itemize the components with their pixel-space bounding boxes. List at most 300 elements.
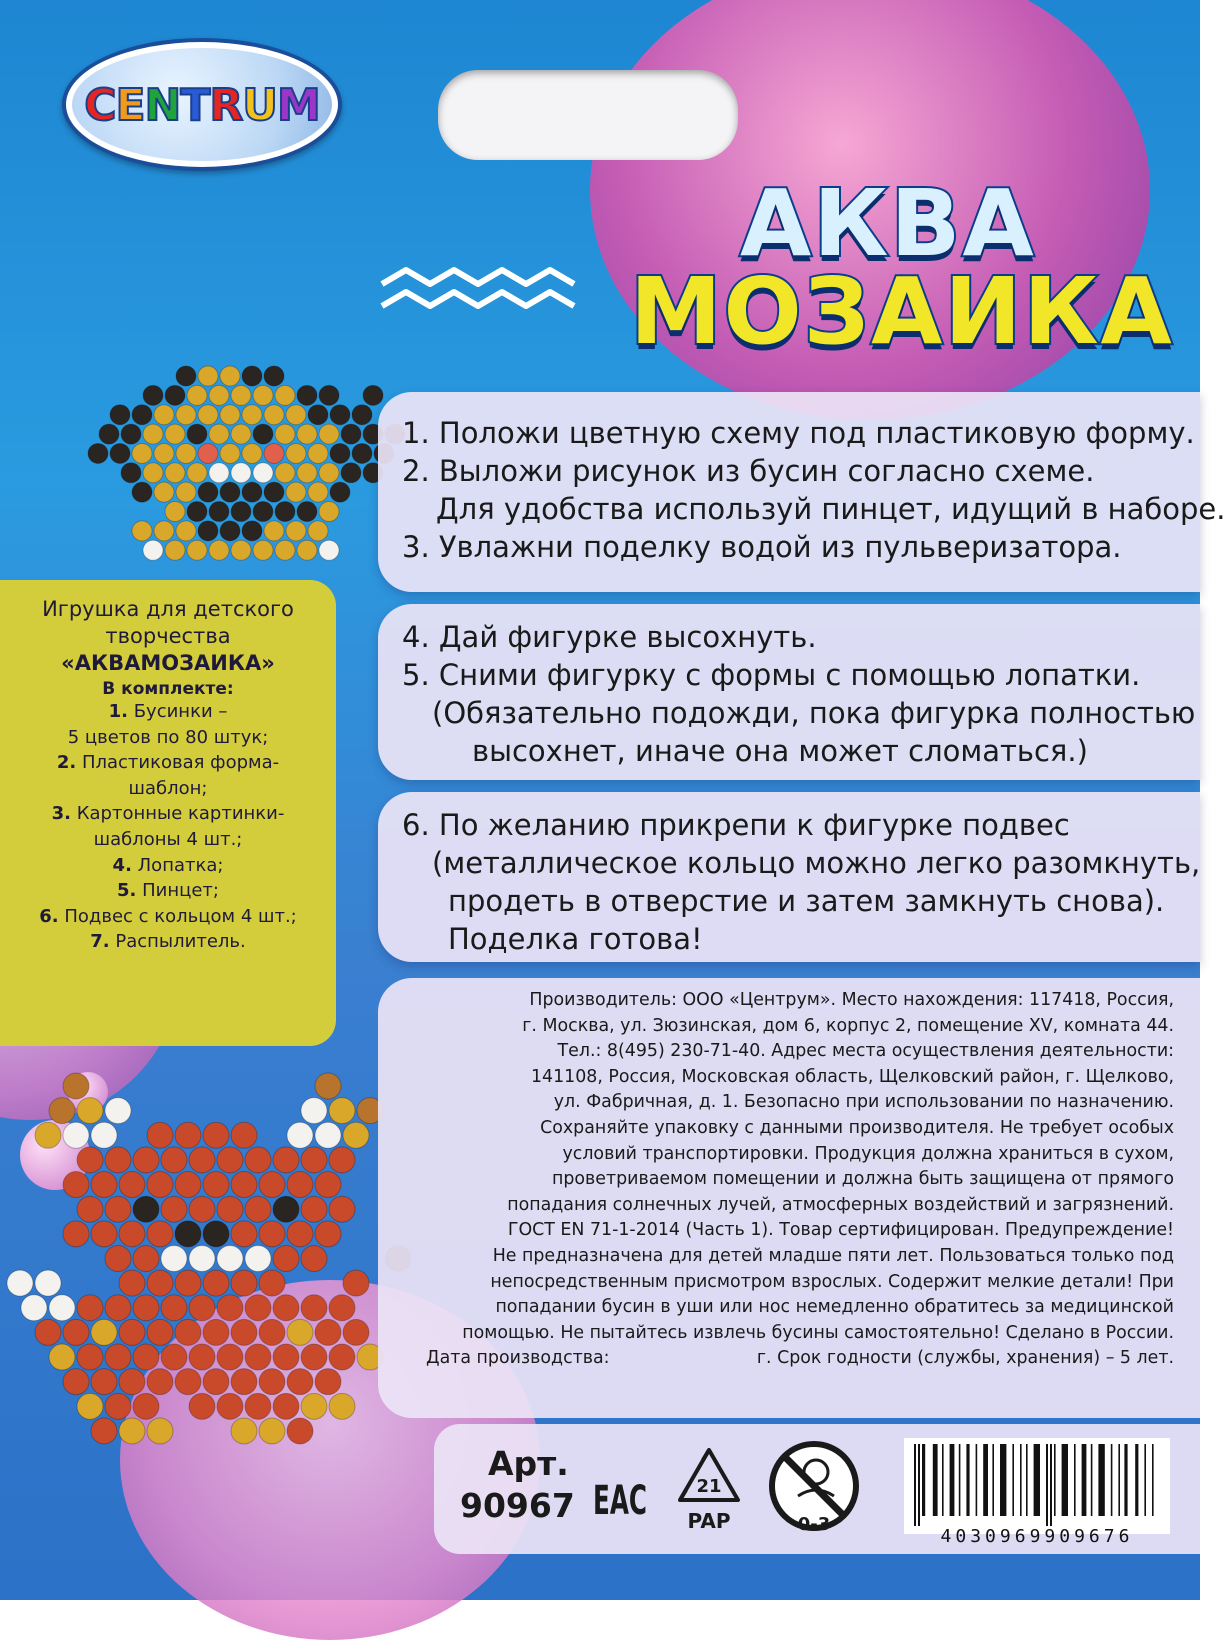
bead bbox=[308, 521, 328, 541]
bead bbox=[165, 385, 185, 405]
bead bbox=[165, 424, 185, 444]
bead bbox=[91, 1369, 117, 1395]
barcode-bar bbox=[1050, 1444, 1052, 1526]
bead bbox=[88, 443, 108, 463]
logo-letter: N bbox=[144, 80, 181, 131]
bead bbox=[175, 1221, 201, 1247]
bead bbox=[242, 366, 262, 386]
bead bbox=[273, 1393, 299, 1419]
bead bbox=[301, 1344, 327, 1370]
instruction-step-2-note: Для удобства используй пинцет, идущий в наборе. bbox=[436, 492, 1226, 526]
legal-line: условий транспортировки. Продукция должна храниться в сухом, bbox=[562, 1143, 1174, 1164]
bead bbox=[119, 1369, 145, 1395]
instructions-panel-1 bbox=[378, 392, 1226, 592]
bead bbox=[242, 521, 262, 541]
production-date-line bbox=[378, 1346, 1174, 1372]
bead-figure-bear-top bbox=[0, 340, 360, 600]
bead bbox=[187, 424, 207, 444]
bead bbox=[352, 443, 372, 463]
bead bbox=[189, 1344, 215, 1370]
bead bbox=[253, 463, 273, 483]
shelf-life-text: г. Срок годности (службы, хранения) – 5 лет. bbox=[756, 1348, 1174, 1369]
bead bbox=[209, 424, 229, 444]
barcode-bar bbox=[1026, 1444, 1028, 1516]
bead bbox=[253, 424, 273, 444]
bead bbox=[275, 540, 295, 560]
bead bbox=[147, 1418, 173, 1444]
barcode-bar bbox=[933, 1444, 938, 1516]
bead bbox=[352, 405, 372, 425]
bead bbox=[217, 1393, 243, 1419]
logo-letter: E bbox=[115, 80, 145, 131]
legal-line: Не предназначена для детей младше пяти лет. Пользоваться только под bbox=[492, 1245, 1174, 1266]
kit-contents-list bbox=[6, 699, 330, 955]
legal-text bbox=[378, 988, 1174, 1346]
kit-item bbox=[6, 725, 330, 751]
bead bbox=[105, 1344, 131, 1370]
bead bbox=[242, 405, 262, 425]
bead bbox=[275, 424, 295, 444]
barcode-bar bbox=[1074, 1444, 1076, 1516]
barcode-bar bbox=[1118, 1444, 1120, 1516]
bead bbox=[198, 366, 218, 386]
kit-item bbox=[6, 699, 330, 725]
bead bbox=[287, 1172, 313, 1198]
bead bbox=[147, 1172, 173, 1198]
bead bbox=[198, 521, 218, 541]
bead bbox=[147, 1221, 173, 1247]
legal-line: попадании бусин в уши или нос немедленно обратитесь за медицинской bbox=[495, 1297, 1174, 1318]
bead bbox=[329, 1147, 355, 1173]
bead bbox=[329, 1344, 355, 1370]
legal-line: ГОСТ EN 71-1-2014 (Часть 1). Товар сертифицирован. Предупреждение! bbox=[507, 1220, 1174, 1241]
bead bbox=[49, 1098, 75, 1124]
barcode-bar bbox=[918, 1444, 920, 1526]
bead bbox=[147, 1122, 173, 1148]
bead bbox=[273, 1245, 299, 1271]
bead bbox=[154, 521, 174, 541]
bead bbox=[297, 463, 317, 483]
kit-item bbox=[6, 776, 330, 802]
bead bbox=[77, 1393, 103, 1419]
bead bbox=[343, 1122, 369, 1148]
bead bbox=[175, 1172, 201, 1198]
bead bbox=[203, 1319, 229, 1345]
barcode-bar bbox=[1062, 1444, 1068, 1516]
bead bbox=[231, 1221, 257, 1247]
bead bbox=[287, 1418, 313, 1444]
legal-line: попадания солнечных лучей, атмосферных воздействий и загрязнений. bbox=[507, 1194, 1174, 1215]
bead bbox=[287, 1319, 313, 1345]
kit-item-text: Пинцет; bbox=[136, 880, 219, 902]
bead bbox=[231, 385, 251, 405]
bead bbox=[264, 366, 284, 386]
bead bbox=[259, 1319, 285, 1345]
legal-line: помощью. Не пытайтесь извлечь бусины самостоятельно! Сделано в России. bbox=[462, 1322, 1174, 1343]
bead bbox=[273, 1295, 299, 1321]
bead bbox=[91, 1172, 117, 1198]
instruction-step-3: 3. Увлажни поделку водой из пульверизатора. bbox=[402, 530, 1122, 564]
barcode-bar bbox=[1152, 1444, 1154, 1516]
bead bbox=[63, 1369, 89, 1395]
bead bbox=[319, 463, 339, 483]
bead bbox=[253, 385, 273, 405]
bead bbox=[143, 463, 163, 483]
bead bbox=[119, 1221, 145, 1247]
logo-letter: T bbox=[180, 80, 210, 131]
bead bbox=[91, 1319, 117, 1345]
bead bbox=[132, 443, 152, 463]
bead bbox=[286, 443, 306, 463]
logo-letter: M bbox=[277, 80, 320, 131]
barcode-bar bbox=[942, 1444, 944, 1516]
bead bbox=[176, 405, 196, 425]
barcode-bar bbox=[1020, 1444, 1022, 1516]
bead bbox=[231, 1172, 257, 1198]
kit-item-number: 3. bbox=[51, 803, 71, 825]
bead bbox=[363, 385, 383, 405]
legal-line: ул. Фабричная, д. 1. Безопасно при использовании по назначению. bbox=[553, 1092, 1174, 1113]
instruction-step-1: 1. Положи цветную схему под пластиковую форму. bbox=[402, 416, 1195, 450]
instruction-final: Поделка готова! bbox=[448, 922, 703, 956]
instruction-step-5-note-2: высохнет, иначе она может сломаться.) bbox=[472, 734, 1088, 768]
bead bbox=[264, 482, 284, 502]
bead bbox=[245, 1344, 271, 1370]
bead bbox=[329, 1393, 355, 1419]
bead bbox=[297, 424, 317, 444]
bead bbox=[133, 1196, 159, 1222]
instruction-step-5: 5. Сними фигурку с формы с помощью лопатки. bbox=[402, 658, 1141, 692]
hang-slot bbox=[438, 70, 738, 160]
bead-figure-bear-bottom bbox=[0, 1066, 400, 1546]
bead bbox=[63, 1172, 89, 1198]
bead bbox=[133, 1147, 159, 1173]
bead bbox=[35, 1270, 61, 1296]
bead bbox=[231, 1319, 257, 1345]
bead bbox=[287, 1122, 313, 1148]
bead bbox=[231, 1369, 257, 1395]
bead bbox=[220, 521, 240, 541]
brand-logo-text bbox=[66, 80, 338, 131]
barcode-bar bbox=[1034, 1444, 1040, 1516]
bead bbox=[301, 1245, 327, 1271]
zigzag-wave-icon bbox=[378, 262, 578, 326]
bead bbox=[133, 1344, 159, 1370]
bead bbox=[119, 1172, 145, 1198]
barcode-bar bbox=[992, 1444, 994, 1516]
product-type-line-2: творчества bbox=[105, 624, 231, 648]
bead bbox=[147, 1369, 173, 1395]
barcode-bar bbox=[1054, 1444, 1056, 1516]
kit-contents-title: В комплекте: bbox=[102, 679, 234, 699]
kit-item bbox=[6, 904, 330, 930]
kit-item-number: 4. bbox=[112, 854, 132, 876]
kit-item-number: 6. bbox=[39, 905, 59, 927]
bead bbox=[220, 482, 240, 502]
bead bbox=[175, 1270, 201, 1296]
bead bbox=[77, 1344, 103, 1370]
bead bbox=[259, 1221, 285, 1247]
bead bbox=[147, 1319, 173, 1345]
age-warning-text: 0-3 bbox=[797, 1514, 831, 1535]
bead bbox=[161, 1344, 187, 1370]
bead bbox=[301, 1147, 327, 1173]
bead bbox=[259, 1369, 285, 1395]
bead bbox=[315, 1122, 341, 1148]
barcode-bar bbox=[1135, 1444, 1138, 1516]
barcode-bar bbox=[922, 1444, 925, 1516]
bead bbox=[319, 424, 339, 444]
bead bbox=[203, 1172, 229, 1198]
bead bbox=[329, 1196, 355, 1222]
bead bbox=[231, 1418, 257, 1444]
kit-item-text: шаблон; bbox=[128, 777, 208, 799]
bead bbox=[143, 540, 163, 560]
bead bbox=[176, 366, 196, 386]
bead bbox=[315, 1369, 341, 1395]
bead bbox=[220, 366, 240, 386]
bead bbox=[287, 1369, 313, 1395]
kit-item-number: 7. bbox=[90, 931, 110, 953]
bead bbox=[187, 463, 207, 483]
bead bbox=[105, 1245, 131, 1271]
kit-item-text: шаблоны 4 шт.; bbox=[93, 828, 243, 850]
barcode-bar bbox=[1124, 1444, 1127, 1516]
bead bbox=[132, 405, 152, 425]
bead bbox=[189, 1196, 215, 1222]
barcode-bar bbox=[1091, 1444, 1093, 1516]
bead bbox=[189, 1393, 215, 1419]
barcode-bar bbox=[1012, 1444, 1014, 1516]
instructions-panel-3 bbox=[378, 792, 1200, 962]
instructions-panel-2 bbox=[378, 604, 1200, 780]
bead bbox=[161, 1245, 187, 1271]
legal-line: проветриваемом помещении и должна быть защищена от прямого bbox=[551, 1169, 1174, 1190]
bead bbox=[35, 1319, 61, 1345]
bead bbox=[245, 1147, 271, 1173]
bead bbox=[297, 385, 317, 405]
bead bbox=[301, 1098, 327, 1124]
bead bbox=[63, 1319, 89, 1345]
bead bbox=[35, 1122, 61, 1148]
barcode-bar bbox=[1000, 1444, 1006, 1516]
bead bbox=[132, 482, 152, 502]
bead bbox=[286, 521, 306, 541]
bead bbox=[187, 502, 207, 522]
bead bbox=[217, 1196, 243, 1222]
kit-item bbox=[6, 750, 330, 776]
bead bbox=[77, 1295, 103, 1321]
bead bbox=[165, 540, 185, 560]
bead bbox=[77, 1147, 103, 1173]
kit-item bbox=[6, 853, 330, 879]
bead bbox=[132, 521, 152, 541]
bead bbox=[105, 1295, 131, 1321]
bead bbox=[7, 1270, 33, 1296]
kit-item-text: Картонные картинки- bbox=[71, 803, 285, 825]
bead bbox=[203, 1270, 229, 1296]
barcode-bar bbox=[983, 1444, 988, 1516]
bead bbox=[161, 1196, 187, 1222]
product-name: «АКВАМОЗАИКА» bbox=[61, 651, 275, 675]
bead bbox=[264, 521, 284, 541]
instruction-step-6-note-1: (металлическое кольцо можно легко разомкнуть, bbox=[432, 846, 1201, 880]
bead bbox=[242, 482, 262, 502]
legal-line: 141108, Россия, Московская область, Щелковский район, г. Щелково, bbox=[530, 1066, 1174, 1087]
bead bbox=[217, 1147, 243, 1173]
bead bbox=[308, 443, 328, 463]
legal-line: Сохраняйте упаковку с данными производителя. Не требует особых bbox=[540, 1117, 1174, 1138]
bead bbox=[273, 1147, 299, 1173]
bead bbox=[341, 424, 361, 444]
bead bbox=[133, 1295, 159, 1321]
bead bbox=[110, 405, 130, 425]
bead bbox=[175, 1122, 201, 1148]
legal-line: непосредственным присмотром взрослых. Содержит мелкие детали! При bbox=[490, 1271, 1174, 1292]
bead bbox=[253, 502, 273, 522]
kit-item-number: 5. bbox=[117, 880, 137, 902]
bead bbox=[77, 1098, 103, 1124]
bead bbox=[264, 405, 284, 425]
bead bbox=[217, 1245, 243, 1271]
logo-letter: C bbox=[84, 80, 116, 131]
barcode bbox=[904, 1438, 1170, 1534]
instruction-step-6: 6. По желанию прикрепи к фигурке подвес bbox=[402, 808, 1070, 842]
bead bbox=[203, 1369, 229, 1395]
recycle-code: 21 bbox=[696, 1476, 722, 1497]
article-number: 90967 bbox=[460, 1486, 575, 1525]
bead bbox=[63, 1073, 89, 1099]
bead bbox=[105, 1393, 131, 1419]
bead bbox=[253, 540, 273, 560]
bead bbox=[220, 405, 240, 425]
bead bbox=[49, 1344, 75, 1370]
barcode-bar bbox=[1046, 1444, 1048, 1526]
instruction-step-2: 2. Выложи рисунок из бусин согласно схеме. bbox=[402, 454, 1095, 488]
bead bbox=[175, 1369, 201, 1395]
bead bbox=[203, 1221, 229, 1247]
bead bbox=[231, 1122, 257, 1148]
kit-item-text: 5 цветов по 80 штук; bbox=[67, 726, 269, 748]
bead bbox=[330, 443, 350, 463]
bead bbox=[315, 1319, 341, 1345]
legal-info bbox=[378, 978, 1200, 1418]
centrum-logo bbox=[62, 38, 342, 171]
bead bbox=[175, 1319, 201, 1345]
bead bbox=[209, 385, 229, 405]
bead bbox=[203, 1122, 229, 1148]
kit-item bbox=[6, 801, 330, 827]
bead bbox=[259, 1418, 285, 1444]
article-label: Арт. bbox=[488, 1444, 569, 1483]
bead bbox=[154, 405, 174, 425]
bead bbox=[198, 482, 218, 502]
bead bbox=[133, 1245, 159, 1271]
eac-mark-text: ЕАС bbox=[593, 1478, 647, 1524]
barcode-bar bbox=[959, 1444, 961, 1516]
kit-item-text: Бусинки – bbox=[127, 701, 228, 722]
bead bbox=[273, 1196, 299, 1222]
kit-item bbox=[6, 878, 330, 904]
bead bbox=[99, 424, 119, 444]
bead bbox=[217, 1295, 243, 1321]
bead bbox=[154, 443, 174, 463]
bead bbox=[176, 443, 196, 463]
instruction-step-6-note-2: продеть в отверстие и затем замкнуть снова). bbox=[448, 884, 1165, 918]
bead bbox=[297, 540, 317, 560]
product-type-line-1: Игрушка для детского bbox=[42, 597, 294, 621]
bead bbox=[245, 1196, 271, 1222]
bead bbox=[231, 1270, 257, 1296]
barcode-bar bbox=[1144, 1444, 1146, 1516]
bead bbox=[187, 385, 207, 405]
bead bbox=[176, 521, 196, 541]
bead bbox=[275, 463, 295, 483]
bead bbox=[143, 385, 163, 405]
instruction-step-4: 4. Дай фигурке высохнуть. bbox=[402, 620, 817, 654]
bead bbox=[231, 540, 251, 560]
kit-item-text: Лопатка; bbox=[131, 854, 224, 876]
bead bbox=[308, 405, 328, 425]
bead bbox=[217, 1344, 243, 1370]
bead bbox=[21, 1295, 47, 1321]
bead bbox=[209, 502, 229, 522]
bead bbox=[343, 1270, 369, 1296]
bead bbox=[143, 424, 163, 444]
kit-item-number: 1. bbox=[108, 701, 128, 722]
kit-item bbox=[6, 827, 330, 853]
bead bbox=[286, 482, 306, 502]
bead bbox=[245, 1245, 271, 1271]
bead bbox=[297, 502, 317, 522]
bead bbox=[275, 502, 295, 522]
bead bbox=[176, 482, 196, 502]
bead bbox=[77, 1196, 103, 1222]
bead bbox=[198, 443, 218, 463]
bead bbox=[308, 482, 328, 502]
bead bbox=[287, 1221, 313, 1247]
kit-item-number: 2. bbox=[56, 752, 77, 774]
bead bbox=[133, 1393, 159, 1419]
bead bbox=[91, 1221, 117, 1247]
recycle-material: PAP bbox=[687, 1509, 731, 1533]
bead bbox=[315, 1073, 341, 1099]
kit-item-text: Распылитель. bbox=[109, 931, 246, 953]
barcode-bar bbox=[1111, 1444, 1113, 1516]
bead bbox=[154, 482, 174, 502]
production-date-label: Дата производства: bbox=[426, 1348, 610, 1369]
bead bbox=[165, 463, 185, 483]
bead bbox=[301, 1196, 327, 1222]
bead bbox=[209, 463, 229, 483]
bead bbox=[330, 482, 350, 502]
bead bbox=[198, 405, 218, 425]
legal-line: Тел.: 8(495) 230-71-40. Адрес места осуществления деятельности: bbox=[557, 1041, 1174, 1062]
legal-line: Производитель: ООО «Центрум». Место нахождения: 117418, Россия, bbox=[529, 990, 1174, 1010]
kit-item-text: Пластиковая форма- bbox=[76, 752, 280, 774]
bead bbox=[286, 405, 306, 425]
bead bbox=[319, 540, 339, 560]
bead bbox=[301, 1393, 327, 1419]
bead bbox=[187, 540, 207, 560]
bead bbox=[273, 1344, 299, 1370]
bead bbox=[264, 443, 284, 463]
barcode-bar bbox=[1082, 1444, 1087, 1516]
logo-letter: U bbox=[242, 80, 278, 131]
bead bbox=[119, 1270, 145, 1296]
bead bbox=[330, 405, 350, 425]
bead bbox=[275, 385, 295, 405]
